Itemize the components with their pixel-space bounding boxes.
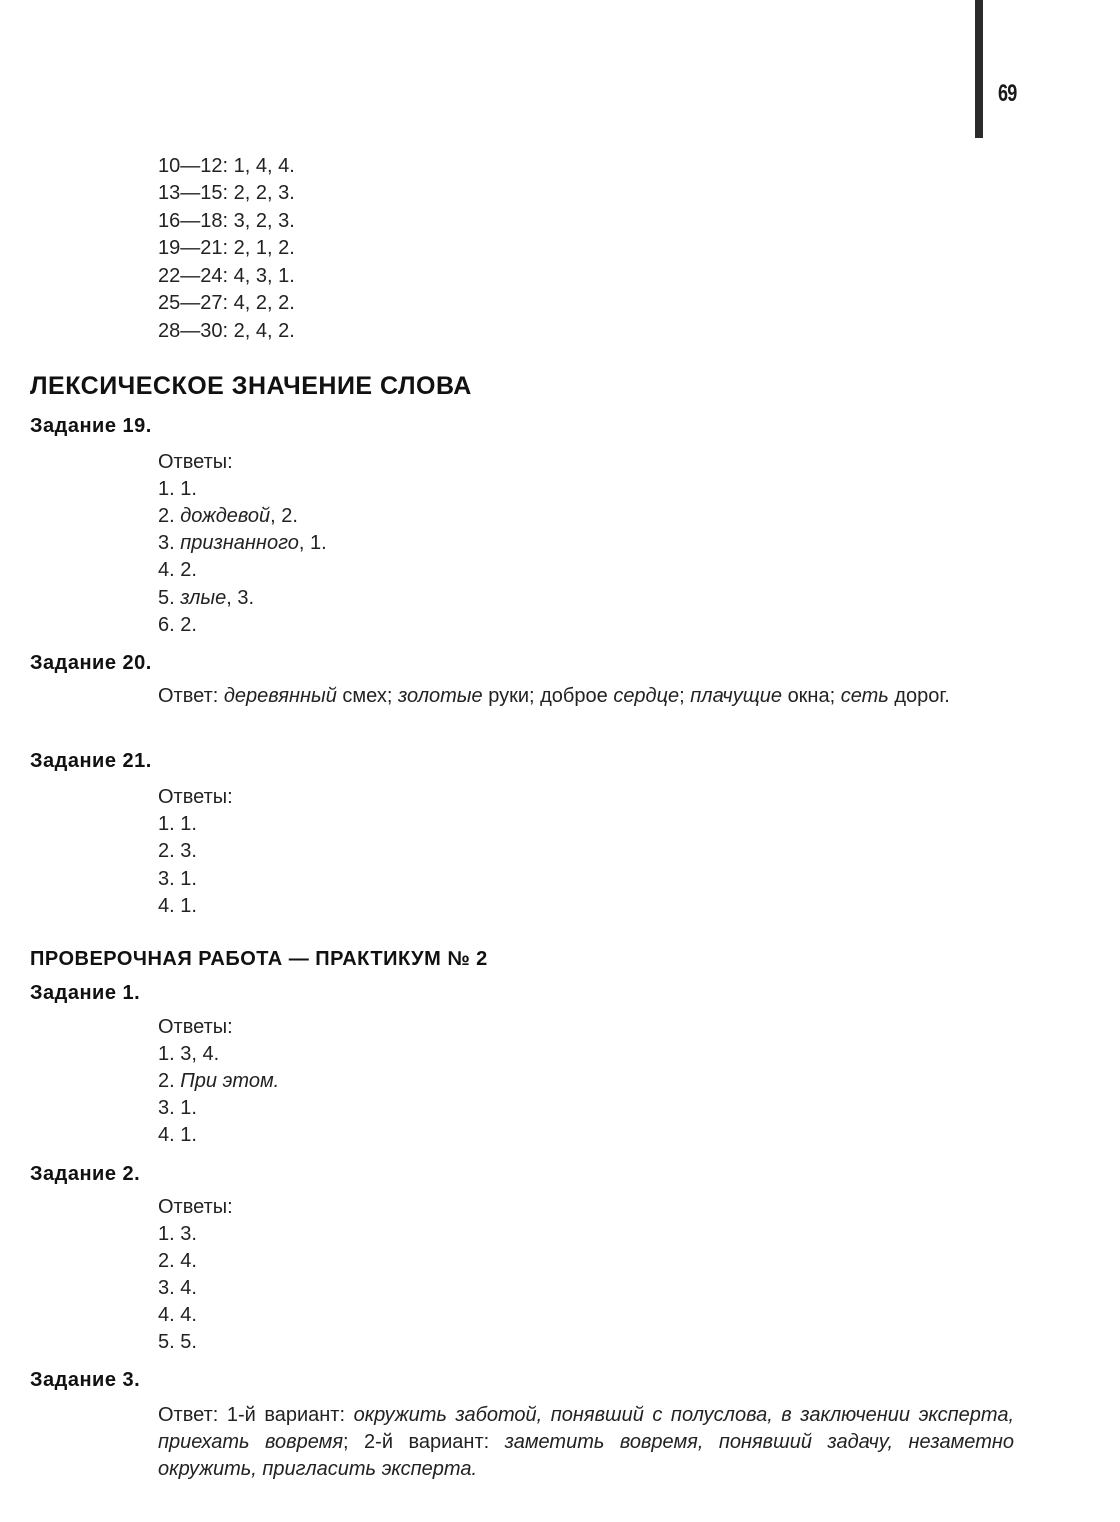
answer-item: 5. злые, 3. [158,587,255,609]
answer-item: 2. 4. [158,1250,197,1272]
answer-item: 2. При этом. [158,1070,280,1092]
answer-line: 10—12: 1, 4, 4. [158,155,295,177]
task-title: Задание 2. [30,1163,141,1185]
answer-line: 13—15: 2, 2, 3. [158,182,295,204]
task-title: Задание 3. [30,1369,141,1391]
answer-line: 16—18: 3, 2, 3. [158,210,295,232]
answers-label: Ответы: [158,451,233,473]
answers-label: Ответы: [158,1196,233,1218]
answer-item: 1. 3. [158,1223,197,1245]
margin-bar [975,0,983,138]
answer-item: 2. дождевой, 2. [158,505,298,527]
page-number: 69 [998,80,1017,107]
answer-item: 1. 1. [158,813,197,835]
answer-item: 4. 1. [158,895,197,917]
task-title: Задание 19. [30,415,152,437]
answer-line: 25—27: 4, 2, 2. [158,292,295,314]
section-title: ПРОВЕРОЧНАЯ РАБОТА — ПРАКТИКУМ № 2 [30,948,488,970]
answer-paragraph: Ответ: 1-й вариант: окружить заботой, понявший с полуслова, в заключении эксперта, приехать вовремя; 2-й вариант: заметить вовремя, понявший задачу, незаметно окружить, пригласить эксперта. [158,1404,1015,1480]
answer-item: 3. признанного, 1. [158,532,327,554]
answer-item: 4. 1. [158,1124,197,1146]
section-title: ЛЕКСИЧЕСКОЕ ЗНАЧЕНИЕ СЛОВА [30,372,472,400]
answer-item: 1. 3, 4. [158,1043,220,1065]
answer-item: 2. 3. [158,840,197,862]
answers-label: Ответы: [158,786,233,808]
task-title: Задание 21. [30,750,152,772]
answer-item: 6. 2. [158,614,197,636]
answer-item: 3. 1. [158,868,197,890]
answers-label: Ответы: [158,1016,233,1038]
answer-item: 1. 1. [158,478,197,500]
answer-line: 22—24: 4, 3, 1. [158,265,295,287]
answer-item: 3. 1. [158,1097,197,1119]
answer-paragraph: Ответ: деревянный смех; золотые руки; доброе сердце; плачущие окна; сеть дорог. [158,685,950,707]
task-title: Задание 1. [30,982,141,1004]
answer-item: 5. 5. [158,1331,197,1353]
answer-line: 28—30: 2, 4, 2. [158,320,295,342]
task-title: Задание 20. [30,652,152,674]
answer-item: 4. 4. [158,1304,197,1326]
answer-item: 4. 2. [158,559,197,581]
answer-line: 19—21: 2, 1, 2. [158,237,295,259]
answer-item: 3. 4. [158,1277,197,1299]
